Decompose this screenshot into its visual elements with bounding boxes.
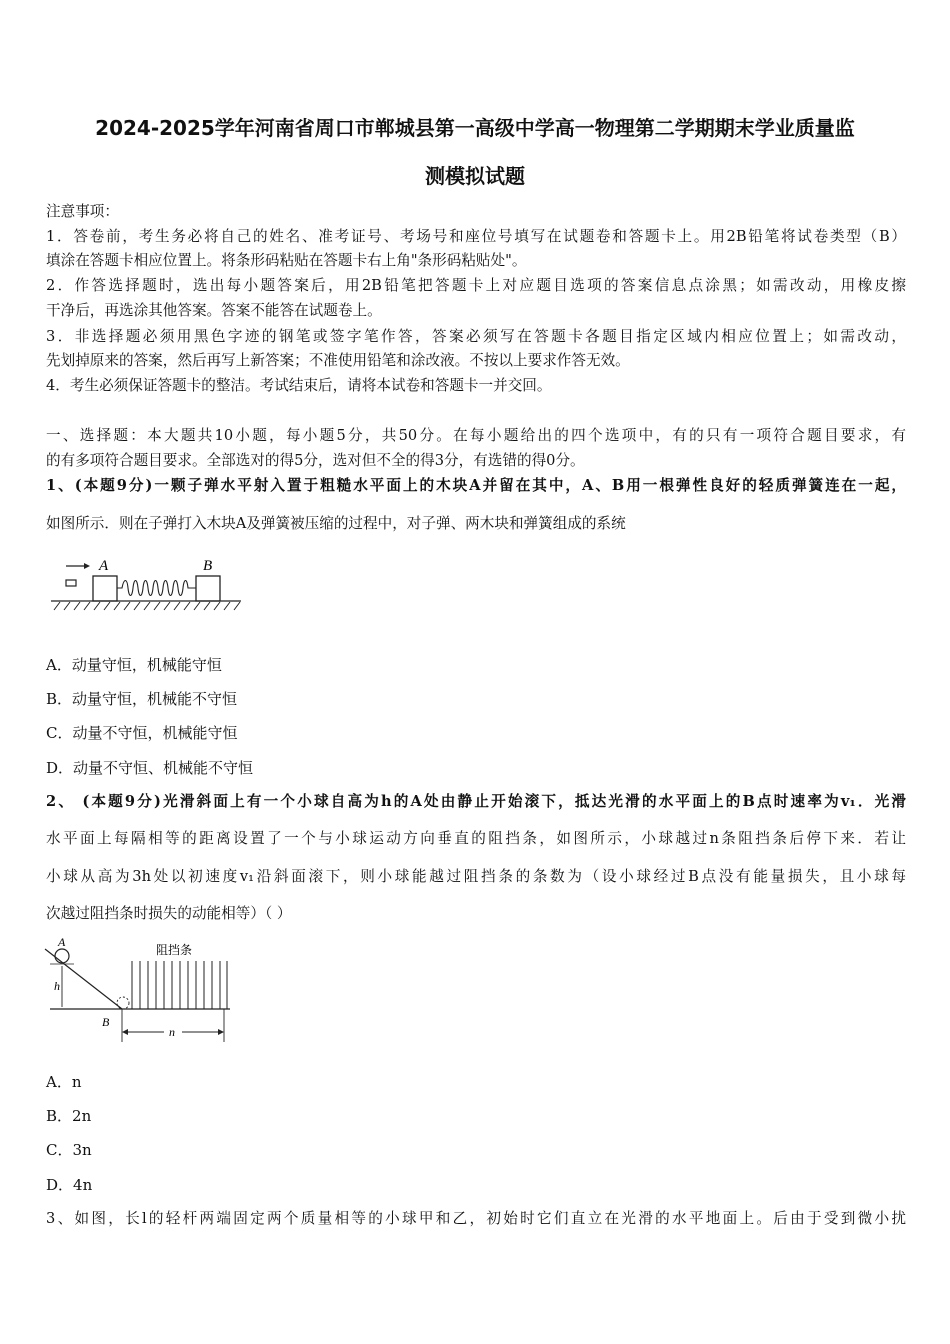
notice-line: 1．答卷前，考生务必将自己的姓名、准考证号、考场号和座位号填写在试题卷和答题卡上。用2B铅笔将试卷类型（B） — [46, 228, 906, 245]
notice-line: 3．非选择题必须用黑色字迹的钢笔或签字笔作答，答案必须写在答题卡各题目指定区域内相应位置上；如需改动， — [46, 328, 906, 345]
section-intro-line: 的有多项符合题目要求。全部选对的得5分，选对但不全的得3分，有选错的得0分。 — [46, 452, 585, 469]
notice-line: 干净后，再选涂其他答案。答案不能答在试题卷上。 — [46, 302, 382, 319]
q1-option-d: D．动量不守恒、机械能不守恒 — [46, 759, 254, 777]
block-a — [93, 576, 117, 601]
q2-option-c: C．3n — [46, 1141, 92, 1159]
notice-line: 2．作答选择题时，选出每小题答案后，用2B铅笔把答题卡上对应题目选项的答案信息点涂黑；如需改动，用橡皮擦 — [46, 277, 906, 294]
bullet — [66, 580, 76, 586]
q1-option-a: A．动量守恒，机械能守恒 — [46, 656, 222, 674]
q2-stem-line: 小球从高为3h处以初速度v₁沿斜面滚下，则小球能越过阻挡条的条数为（设小球经过B点没有能量损失，且小球每 — [46, 868, 906, 885]
label-b: B — [102, 1015, 110, 1029]
label-a: A — [99, 558, 109, 574]
label-h: h — [54, 979, 60, 993]
barrier-bars — [132, 961, 227, 1009]
notice-line: 填涂在答题卡相应位置上。将条形码粘贴在答题卡右上角"条形码粘贴处"。 — [46, 252, 527, 269]
q2-stem-line: 次越过阻挡条时损失的动能相等）（ ） — [46, 905, 292, 922]
page-title-line2: 测模拟试题 — [425, 164, 525, 188]
q2-option-a: A．n — [46, 1073, 82, 1091]
q2-figure — [40, 934, 240, 1054]
spring — [117, 581, 196, 596]
q2-option-b: B．2n — [46, 1107, 92, 1125]
q1-stem-line: 1、(本题9分)一颗子弹水平射入置于粗糙水平面上的木块A并留在其中，A、B用一根弹性良好的轻质弹簧连在一起， — [46, 477, 906, 494]
q1-figure — [46, 548, 246, 618]
q3-stem-line: 3、如图，长l的轻杆两端固定两个质量相等的小球甲和乙，初始时它们直立在光滑的水平地面上。后由于受到微小扰 — [46, 1210, 906, 1227]
section-intro-line: 一、选择题：本大题共10小题，每小题5分，共50分。在每小题给出的四个选项中，有的只有一项符合题目要求，有 — [46, 427, 906, 444]
q2-stem-line: 水平面上每隔相等的距离设置了一个与小球运动方向垂直的阻挡条，如图所示，小球越过n条阻挡条后停下来．若让 — [46, 830, 906, 847]
q1-stem-line: 如图所示．则在子弹打入木块A及弹簧被压缩的过程中，对子弹、两木块和弹簧组成的系统 — [46, 515, 626, 532]
page-title-line1: 2024-2025学年河南省周口市郸城县第一高级中学高一物理第二学期期末学业质量监 — [95, 116, 855, 140]
arrow-right-icon — [218, 1029, 224, 1035]
block-b — [196, 576, 220, 601]
label-n: n — [169, 1025, 175, 1039]
q1-option-c: C．动量不守恒，机械能守恒 — [46, 724, 238, 742]
notice-line: 4．考生必须保证答题卡的整洁。考试结束后，请将本试卷和答题卡一并交回。 — [46, 377, 552, 394]
q2-option-d: D．4n — [46, 1176, 93, 1194]
notice-line: 先划掉原来的答案，然后再写上新答案；不准使用铅笔和涂改液。不按以上要求作答无效。 — [46, 352, 630, 369]
q2-stem-line: 2、 (本题9分)光滑斜面上有一个小球自高为h的A处由静止开始滚下，抵达光滑的水平面上的B点时速率为v₁．光滑 — [46, 793, 906, 810]
label-a: A — [58, 935, 66, 949]
arrow-head-icon — [84, 563, 90, 569]
ground-hatch — [54, 602, 240, 610]
q1-option-b: B．动量守恒，机械能不守恒 — [46, 690, 238, 708]
notice-heading: 注意事项： — [46, 203, 119, 220]
arrow-left-icon — [122, 1029, 128, 1035]
ball-b — [117, 997, 129, 1009]
ball-a — [55, 949, 69, 963]
label-barriers: 阻挡条 — [156, 943, 193, 957]
label-b: B — [203, 558, 213, 574]
